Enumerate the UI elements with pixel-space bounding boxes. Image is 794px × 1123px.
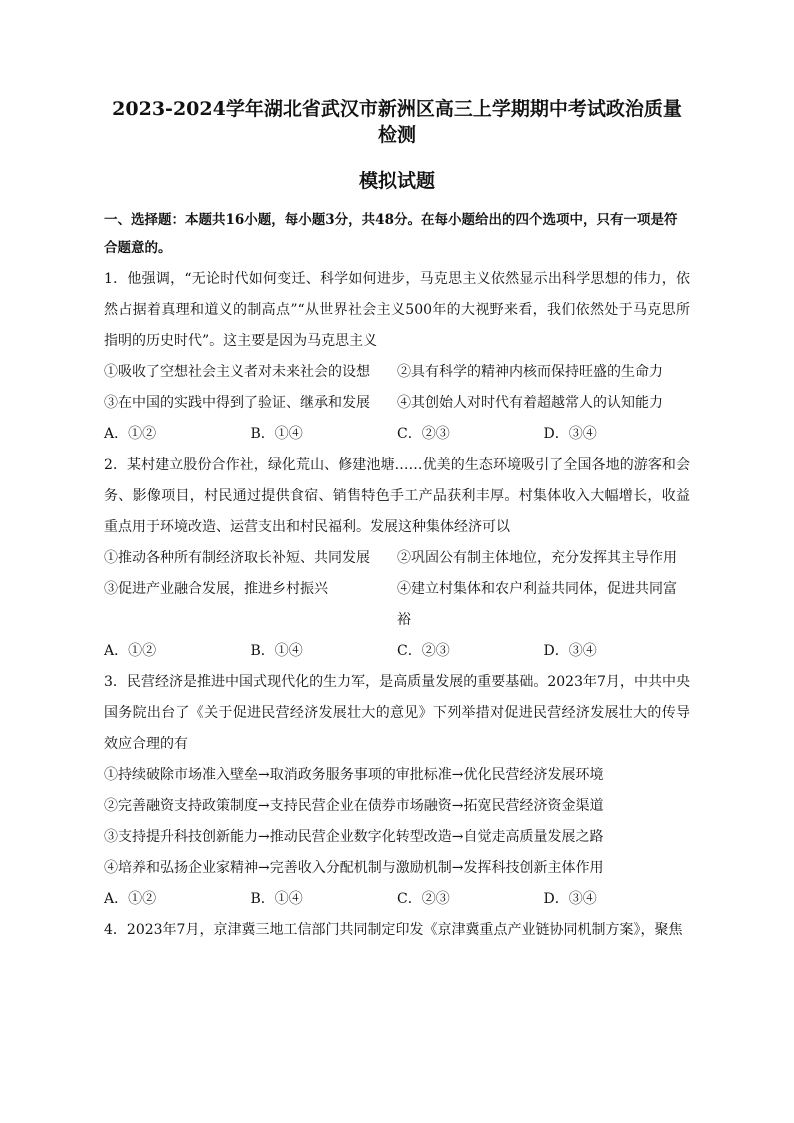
question-3-choice-c: C．②③	[397, 891, 450, 907]
question-3-statement-2: ②完善融资支持政策制度→支持民营企业在债券市场融资→拓宽民营经济资金渠道	[104, 798, 604, 814]
question-1-statement-2: ②具有科学的精神内核而保持旺盛的生命力	[397, 364, 663, 380]
question-3-statements	[104, 760, 690, 884]
question-1-stem: 1．他强调，“无论时代如何变迁、科学如何进步，马克思主义依然显示出科学思想的伟力，依然占据着真理和道义的制高点”“从世界社会主义500年的大视野来看，我们依然处于马克思所指明的历史时代”。这主要是因为马克思主义	[104, 271, 690, 349]
question-1-statement-1: ①吸收了空想社会主义者对未来社会的设想	[104, 364, 370, 380]
question-2-choice-c: C．②③	[397, 643, 450, 659]
question-2-choice-a: A．①②	[104, 643, 157, 659]
question-1-choice-d: D．③④	[543, 426, 597, 442]
section-heading: 一、选择题：本题共16小题，每小题3分，共48分。在每小题给出的四个选项中，只有一项是符合题意的。	[104, 212, 678, 256]
question-4	[104, 915, 690, 946]
question-2-choice-b: B．①④	[250, 643, 303, 659]
question-2-statement-4: ④建立村集体和农户利益共同体，促进共同富裕	[397, 581, 677, 628]
question-2	[104, 450, 690, 667]
question-2-statement-1: ①推动各种所有制经济取长补短、共同发展	[104, 550, 370, 566]
question-2-choices	[104, 636, 690, 667]
question-3-statement-1: ①持续破除市场准入壁垒→取消政务服务事项的审批标准→优化民营经济发展环境	[104, 767, 604, 783]
question-2-statements	[104, 543, 690, 636]
question-3-choices	[104, 884, 690, 915]
document-title-line1: 2023-2024学年湖北省武汉市新洲区高三上学期期中考试政治质量检测	[112, 98, 682, 146]
question-2-statement-3: ③促进产业融合发展，推进乡村振兴	[104, 581, 328, 597]
question-3	[104, 667, 690, 915]
document-title-line2: 模拟试题	[358, 170, 435, 192]
question-3-stem: 3．民营经济是推进中国式现代化的生力军，是高质量发展的重要基础。2023年7月，中共中央国务院出台了《关于促进民营经济发展壮大的意见》下列举措对促进民营经济发展壮大的传导效应合理的有	[104, 674, 690, 752]
question-1-choices	[104, 419, 690, 450]
question-3-choice-b: B．①④	[250, 891, 303, 907]
question-3-statement-4: ④培养和弘扬企业家精神→完善收入分配机制与激励机制→发挥科技创新主体作用	[104, 860, 604, 876]
question-3-choice-d: D．③④	[543, 891, 597, 907]
question-1-choice-c: C．②③	[397, 426, 450, 442]
question-1-statements	[104, 357, 690, 419]
question-1-choice-b: B．①④	[250, 426, 303, 442]
question-4-stem: 4．2023年7月，京津冀三地工信部门共同制定印发《京津冀重点产业链协同机制方案》，聚焦	[104, 922, 683, 938]
question-1-choice-a: A．①②	[104, 426, 157, 442]
question-2-statement-2: ②巩固公有制主体地位，充分发挥其主导作用	[397, 550, 677, 566]
question-2-stem: 2．某村建立股份合作社，绿化荒山、修建池塘……优美的生态环境吸引了全国各地的游客和会务、影像项目，村民通过提供食宿、销售特色手工产品获利丰厚。村集体收入大幅增长，收益重点用于环境改造、运营支出和村民福利。发展这种集体经济可以	[104, 457, 690, 535]
question-2-choice-d: D．③④	[543, 643, 597, 659]
question-1-statement-3: ③在中国的实践中得到了验证、继承和发展	[104, 395, 370, 411]
question-1-statement-4: ④其创始人对时代有着超越常人的认知能力	[397, 395, 663, 411]
question-3-statement-3: ③支持提升科技创新能力→推动民营企业数字化转型改造→自觉走高质量发展之路	[104, 829, 604, 845]
question-3-choice-a: A．①②	[104, 891, 157, 907]
question-1	[104, 264, 690, 450]
